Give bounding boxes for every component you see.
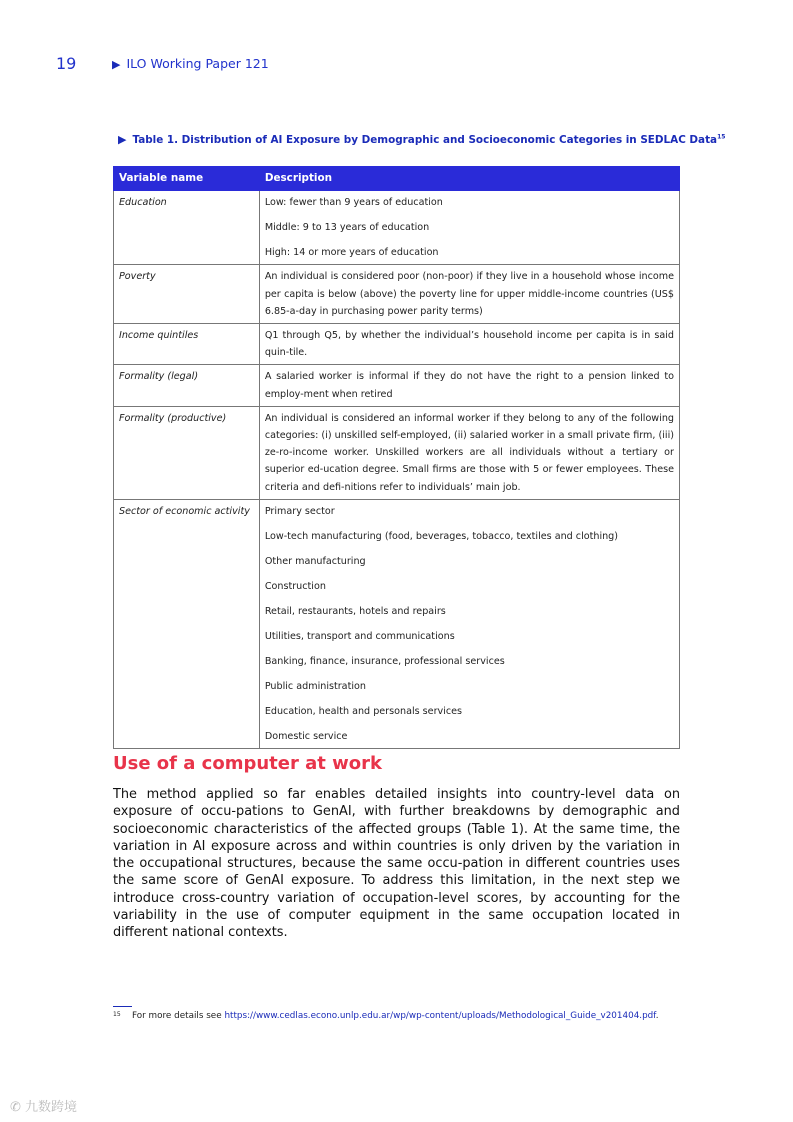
table-header-row xyxy=(114,167,680,191)
table-caption xyxy=(118,133,725,146)
description-item: Construction xyxy=(264,580,326,592)
variable-table xyxy=(113,166,680,749)
variable-name: Sector of economic activity xyxy=(114,499,260,748)
description xyxy=(259,499,679,748)
footnote xyxy=(113,1011,659,1021)
footnote-number: 15 xyxy=(113,1011,121,1018)
section-heading: Use of a computer at work xyxy=(113,753,382,774)
description: An individual is considered poor (non-poor) if they live in a household whose income per capita is below (above) the poverty line for upper middle-income countries (US$ 6.85-a-day in purchasing power parity terms) xyxy=(259,265,679,324)
table-row xyxy=(114,324,680,365)
description-item: Retail, restaurants, hotels and repairs xyxy=(264,605,446,617)
footnote-text: For more details see xyxy=(132,1011,225,1021)
watermark-logo-icon: ✆ xyxy=(10,1100,21,1115)
table-row xyxy=(114,365,680,406)
description xyxy=(259,191,679,265)
description-item: Banking, finance, insurance, professional services xyxy=(264,655,505,667)
description-item: Low: fewer than 9 years of education xyxy=(264,197,443,209)
triangle-marker-icon: ▶ xyxy=(112,58,121,71)
triangle-marker-icon: ▶ xyxy=(118,133,127,146)
description-item: Public administration xyxy=(264,680,366,692)
page-header xyxy=(0,54,793,74)
col-header-variable: Variable name xyxy=(114,167,260,191)
description-item: High: 14 or more years of education xyxy=(264,247,439,259)
col-header-description: Description xyxy=(259,167,679,191)
watermark-text: 九数跨境 xyxy=(25,1100,78,1115)
description-item: Low-tech manufacturing (food, beverages, tobacco, textiles and clothing) xyxy=(264,530,619,542)
description: An individual is considered an informal worker if they belong to any of the following categories: (i) unskilled self-employed, (ii) salaried worker in a small private firm, (iii) ze-ro-income worker. Unskilled workers are all individuals without a tertiary or superior ed-ucation degree. Small firms are those with 5 or fewer employees. These criteria and defi-nitions refer to individuals’ main job. xyxy=(259,406,679,499)
running-title-text: ILO Working Paper 121 xyxy=(126,56,269,71)
description-item: Middle: 9 to 13 years of education xyxy=(264,222,430,234)
description-item: Domestic service xyxy=(264,730,348,742)
table-caption-text: Table 1. Distribution of AI Exposure by Demographic and Socioeconomic Categories in SEDLAC Data xyxy=(132,134,718,146)
running-title xyxy=(112,56,269,71)
variable-name: Income quintiles xyxy=(114,324,260,365)
table-row xyxy=(114,499,680,748)
description-item: Education, health and personals services xyxy=(264,705,463,717)
table-row xyxy=(114,406,680,499)
footnote-end: . xyxy=(655,1011,659,1021)
footnote-link[interactable]: https://www.cedlas.econo.unlp.edu.ar/wp/wp-content/uploads/Methodological_Guide_v201404.pdf xyxy=(224,1011,656,1021)
description: Q1 through Q5, by whether the individual’s household income per capita is in said quin-tile. xyxy=(259,324,679,365)
table-row xyxy=(114,191,680,265)
variable-name: Formality (productive) xyxy=(114,406,260,499)
footnote-divider xyxy=(113,1006,132,1007)
variable-name: Education xyxy=(114,191,260,265)
caption-footnote-ref: 15 xyxy=(717,133,726,141)
watermark xyxy=(10,1096,77,1115)
body-paragraph: The method applied so far enables detailed insights into country-level data on exposure of occu-pations to GenAI, with further breakdowns by demographic and socioeconomic characteristics of the affected groups (Table 1). At the same time, the variation in AI exposure across and within countries is only driven by the variation in the occupational structures, because the same occu-pation in different countries uses the same score of GenAI exposure. To address this limitation, in the next step we introduce cross-country variation of occupation-level scores, by accounting for the variability in the use of computer equipment in the same occupation located in different national contexts. xyxy=(113,787,680,941)
description-item: Utilities, transport and communications xyxy=(264,630,455,642)
description-item: Other manufacturing xyxy=(264,555,366,567)
page-number: 19 xyxy=(56,54,77,73)
table-row xyxy=(114,265,680,324)
description-item: Primary sector xyxy=(264,505,335,517)
description: A salaried worker is informal if they do not have the right to a pension linked to employ-ment when retired xyxy=(259,365,679,406)
variable-name: Poverty xyxy=(114,265,260,324)
variable-name: Formality (legal) xyxy=(114,365,260,406)
